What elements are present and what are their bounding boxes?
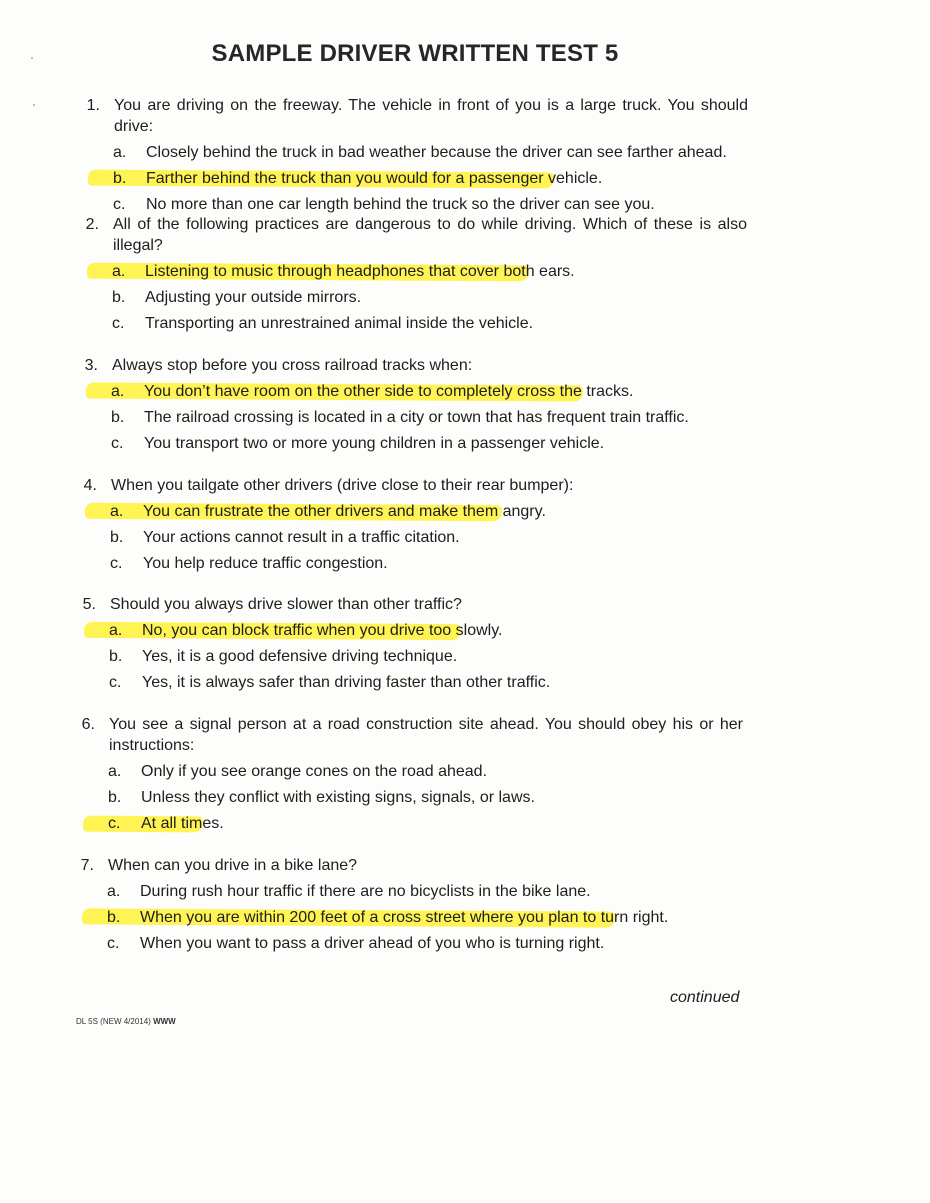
form-number: DL 5S (NEW 4/2014) [76,1017,151,1026]
option-letter: c. [113,196,126,213]
option-letter: a. [112,263,126,280]
page-title: SAMPLE DRIVER WRITTEN TEST 5 [211,40,619,67]
form-code: WWW [153,1017,176,1026]
option-letter: b. [112,289,126,306]
option-letter: b. [107,909,121,926]
question-stem [78,355,746,376]
option-text: No, you can block traffic when you drive too slowly. [142,622,503,639]
option-letter: a. [113,144,127,161]
answer-option [74,881,742,907]
question-stem [74,855,742,876]
question-2 [79,214,747,339]
option-text: You don’t have room on the other side to completely cross the tracks. [144,383,634,400]
answer-option [75,813,743,839]
option-letter: c. [108,815,121,832]
answer-options [76,620,744,698]
answer-option [79,287,747,313]
question-text: You see a signal person at a road construction site ahead. You should obey his or her instructions: [109,716,743,754]
question-number: 5. [82,596,96,613]
option-text: Your actions cannot result in a traffic citation. [143,529,460,546]
question-stem [80,95,748,137]
option-text: At all times. [141,815,224,832]
question-text: All of the following practices are dangerous to do while driving. Which of these is also illegal? [113,216,747,254]
answer-options [78,381,746,459]
option-text: You help reduce traffic congestion. [143,555,388,572]
option-text: Transporting an unrestrained animal inside the vehicle. [145,315,534,332]
option-letter: c. [110,555,123,572]
answer-option [78,407,746,433]
answer-option [74,907,742,933]
answer-option [79,261,747,287]
answer-option [76,620,744,646]
option-letter: b. [108,789,122,806]
option-text: Farther behind the truck than you would for a passenger vehicle. [146,170,603,187]
option-text: Only if you see orange cones on the road ahead. [141,763,488,780]
option-letter: c. [112,315,125,332]
question-stem [79,214,747,256]
question-text: Always stop before you cross railroad tracks when: [112,357,473,374]
answer-option [77,553,745,579]
option-letter: c. [107,935,120,952]
option-text: Unless they conflict with existing signs, signals, or laws. [141,789,535,806]
question-text: When can you drive in a bike lane? [108,857,358,874]
option-letter: a. [110,503,124,520]
option-letter: a. [109,622,123,639]
scan-speck [33,104,35,106]
question-7 [74,855,742,959]
option-letter: a. [108,763,122,780]
option-text: When you are within 200 feet of a cross street where you plan to turn right. [140,909,669,926]
answer-option [77,501,745,527]
answer-option [79,313,747,339]
answer-options [74,881,742,959]
option-text: You can frustrate the other drivers and make them angry. [143,503,546,520]
continued-note: continued [670,989,740,1006]
option-letter: b. [113,170,127,187]
question-stem [76,594,744,615]
option-text: The railroad crossing is located in a city or town that has frequent train traffic. [144,409,689,426]
answer-option [75,761,743,787]
question-number: 6. [81,716,95,733]
option-letter: b. [110,529,124,546]
question-6 [75,714,743,839]
answer-option [75,787,743,813]
option-letter: a. [111,383,125,400]
option-text: When you want to pass a driver ahead of you who is turning right. [140,935,605,952]
question-number: 7. [80,857,94,874]
question-3 [78,355,746,459]
answer-option [76,646,744,672]
answer-option [80,142,748,168]
answer-options [80,142,748,220]
answer-option [76,672,744,698]
form-footer [76,1017,176,1026]
option-text: During rush hour traffic if there are no bicyclists in the bike lane. [140,883,591,900]
question-text: Should you always drive slower than other traffic? [110,596,462,613]
question-text: You are driving on the freeway. The vehicle in front of you is a large truck. You should drive: [114,97,748,135]
question-number: 4. [83,477,97,494]
answer-option [74,933,742,959]
question-stem [77,475,745,496]
option-letter: c. [109,674,122,691]
option-letter: a. [107,883,121,900]
option-text: Adjusting your outside mirrors. [145,289,362,306]
option-text: No more than one car length behind the truck so the driver can see you. [146,196,655,213]
question-5 [76,594,744,698]
question-1 [80,95,748,220]
question-number: 3. [84,357,98,374]
answer-options [75,761,743,839]
answer-options [79,261,747,339]
question-number: 2. [85,216,99,233]
answer-option [77,527,745,553]
option-letter: c. [111,435,124,452]
answer-option [80,168,748,194]
option-text: Listening to music through headphones that cover both ears. [145,263,575,280]
answer-option [78,433,746,459]
option-text: Closely behind the truck in bad weather because the driver can see farther ahead. [146,144,727,161]
option-text: You transport two or more young children in a passenger vehicle. [144,435,605,452]
question-text: When you tailgate other drivers (drive close to their rear bumper): [111,477,574,494]
answer-option [78,381,746,407]
answer-options [77,501,745,579]
option-letter: b. [109,648,123,665]
question-stem [75,714,743,756]
option-text: Yes, it is a good defensive driving technique. [142,648,458,665]
question-number: 1. [86,97,100,114]
option-text: Yes, it is always safer than driving faster than other traffic. [142,674,551,691]
option-letter: b. [111,409,125,426]
question-4 [77,475,745,579]
